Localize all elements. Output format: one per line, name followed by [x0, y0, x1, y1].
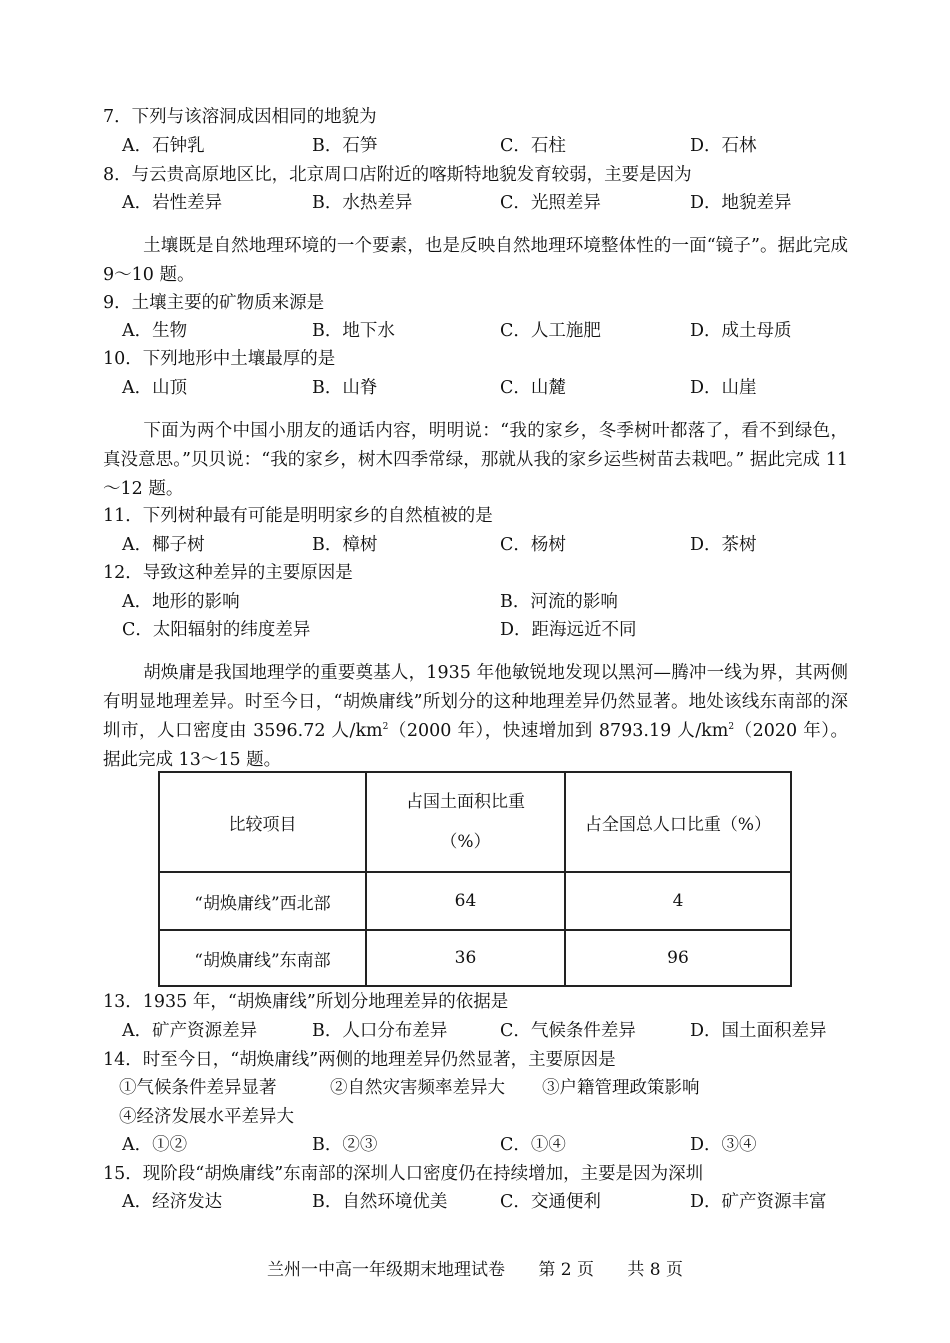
q9-option-b: B．地下水 — [312, 321, 395, 341]
footer-total-pages: 共 8 页 — [627, 1260, 684, 1280]
comparison-table — [158, 771, 792, 987]
q13-option-c: C．气候条件差异 — [500, 1021, 636, 1041]
q14-stem: 14．时至今日，“胡焕庸线”两侧的地理差异仍然显著，主要原因是 — [103, 1050, 616, 1070]
q13-stem: 13．1935 年，“胡焕庸线”所划分地理差异的依据是 — [103, 992, 509, 1012]
row-area: 36 — [366, 930, 565, 986]
material-9-10 — [103, 232, 848, 290]
superscript-2: 2 — [382, 722, 389, 732]
q15-stem: 15．现阶段“胡焕庸线”东南部的深圳人口密度仍在持续增加，主要是因为深圳 — [103, 1164, 704, 1184]
material-13-15 — [103, 659, 848, 775]
superscript-2: 2 — [728, 722, 735, 732]
q8-option-d: D．地貌差异 — [690, 193, 792, 213]
q8-option-c: C．光照差异 — [500, 193, 601, 213]
page-footer — [0, 1255, 950, 1280]
q14-option-a: A．①② — [122, 1135, 188, 1155]
q10-option-a: A．山顶 — [122, 378, 188, 398]
table-header-row — [159, 772, 791, 872]
material-9-10-text: 土壤既是自然地理环境的一个要素，也是反映自然地理环境整体性的一面“镜子”。据此完成 9～10 题。 — [103, 236, 848, 285]
q7-stem: 7．下列与该溶洞成因相同的地貌为 — [103, 107, 377, 127]
material-13-15-text-2: （2000 年），快速增加到 8793.19 人/km — [388, 721, 729, 741]
q10-option-b: B．山脊 — [312, 378, 378, 398]
q8-option-a: A．岩性差异 — [122, 193, 223, 213]
q15-option-d: D．矿产资源丰富 — [690, 1192, 827, 1212]
q12-stem: 12．导致这种差异的主要原因是 — [103, 563, 353, 583]
q14-statement-2: ②自然灾害频率差异大 — [330, 1078, 505, 1098]
q13-option-d: D．国土面积差异 — [690, 1021, 827, 1041]
q14-statement-4: ④经济发展水平差异大 — [119, 1107, 294, 1127]
q12-option-c: C．太阳辐射的纬度差异 — [122, 620, 311, 640]
q9-option-d: D．成土母质 — [690, 321, 792, 341]
q11-option-d: D．茶树 — [690, 535, 757, 555]
q15-option-c: C．交通便利 — [500, 1192, 601, 1212]
header-area-share-label: 占国土面积比重 — [406, 792, 525, 812]
footer-page-number: 第 2 页 — [538, 1260, 594, 1280]
header-population-share: 占全国总人口比重（%） — [565, 772, 791, 872]
header-area-share — [366, 772, 565, 872]
material-13-15-text-1: 胡焕庸是我国地理学的重要奠基人，1935 年他敏锐地发现以黑河—腾冲一线为界，其两侧有明显地理差异。时至今日，“胡焕庸线”所划分的这种地理差异仍然显著。地处该线东南部的深圳市，人口密度由 3596.72 人/km — [103, 663, 848, 741]
q12-option-b: B．河流的影响 — [500, 592, 618, 612]
q12-option-a: A．地形的影响 — [122, 592, 240, 612]
q10-option-d: D．山崖 — [690, 378, 757, 398]
q15-option-a: A．经济发达 — [122, 1192, 223, 1212]
q14-option-b: B．②③ — [312, 1135, 378, 1155]
q7-option-c: C．石柱 — [500, 136, 566, 156]
row-population: 96 — [565, 930, 791, 986]
q14-statement-1: ①气候条件差异显著 — [119, 1078, 277, 1098]
table-row — [159, 930, 791, 986]
row-name: “胡焕庸线”东南部 — [159, 930, 366, 986]
q10-option-c: C．山麓 — [500, 378, 566, 398]
q11-option-b: B．樟树 — [312, 535, 378, 555]
q9-option-c: C．人工施肥 — [500, 321, 601, 341]
q9-stem: 9．土壤主要的矿物质来源是 — [103, 293, 325, 313]
material-11-12-text: 下面为两个中国小朋友的通话内容，明明说：“我的家乡，冬季树叶都落了，看不到绿色，真没意思。”贝贝说：“我的家乡，树木四季常绿，那就从我的家乡运些树苗去栽吧。” 据此完成 11～12 题。 — [103, 421, 848, 499]
q9-option-a: A．生物 — [122, 321, 188, 341]
row-area: 64 — [366, 872, 565, 930]
q7-option-b: B．石笋 — [312, 136, 378, 156]
table-row — [159, 872, 791, 930]
row-name: “胡焕庸线”西北部 — [159, 872, 366, 930]
material-13-15-text-3: （2020 年）。据此完成 13～15 题。 — [103, 721, 848, 770]
q8-stem: 8．与云贵高原地区比，北京周口店附近的喀斯特地貌发育较弱，主要是因为 — [103, 165, 692, 185]
q14-statement-3: ③户籍管理政策影响 — [542, 1078, 700, 1098]
q7-option-d: D．石林 — [690, 136, 757, 156]
material-11-12 — [103, 417, 848, 504]
q15-option-b: B．自然环境优美 — [312, 1192, 448, 1212]
header-item: 比较项目 — [159, 772, 366, 872]
q11-option-a: A．椰子树 — [122, 535, 205, 555]
q10-stem: 10．下列地形中土壤最厚的是 — [103, 349, 336, 369]
q14-option-c: C．①④ — [500, 1135, 566, 1155]
header-area-share-unit: （%） — [440, 832, 491, 852]
q12-option-d: D．距海远近不同 — [500, 620, 637, 640]
q13-option-a: A．矿产资源差异 — [122, 1021, 258, 1041]
q14-option-d: D．③④ — [690, 1135, 757, 1155]
q11-stem: 11．下列树种最有可能是明明家乡的自然植被的是 — [103, 506, 493, 526]
footer-exam-title: 兰州一中高一年级期末地理试卷 — [266, 1260, 505, 1280]
q7-option-a: A．石钟乳 — [122, 136, 205, 156]
q11-option-c: C．杨树 — [500, 535, 566, 555]
q8-option-b: B．水热差异 — [312, 193, 413, 213]
q13-option-b: B．人口分布差异 — [312, 1021, 448, 1041]
row-population: 4 — [565, 872, 791, 930]
